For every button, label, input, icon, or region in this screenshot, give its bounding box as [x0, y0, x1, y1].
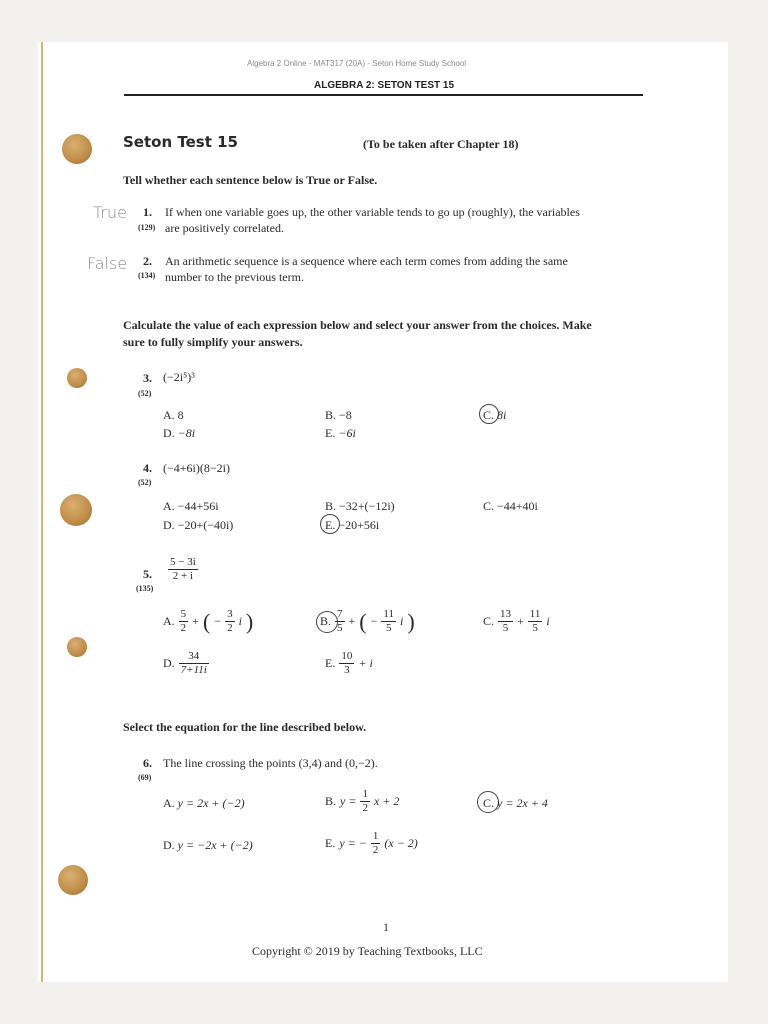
- copyright: Copyright © 2019 by Teaching Textbooks, LLC: [252, 944, 483, 958]
- q4-choice-b[interactable]: B. −32+(−12i): [325, 499, 395, 513]
- q1-ref: (129): [138, 223, 156, 232]
- section2-instruction-line2: sure to fully simplify your answers.: [123, 335, 303, 349]
- q3-choice-e[interactable]: E. −6i: [325, 426, 356, 440]
- q6-number: 6.: [143, 756, 152, 770]
- punch-hole-5: [58, 865, 88, 895]
- q2-answer: False: [87, 254, 128, 273]
- test-header-title: ALGEBRA 2: SETON TEST 15: [314, 80, 455, 91]
- q6-text: The line crossing the points (3,4) and (0,−2).: [163, 756, 378, 770]
- q3-expression: (−2i⁵)³: [163, 370, 195, 384]
- q5-choice-e[interactable]: E. $\frac{10}{3}$ + i: [325, 650, 373, 676]
- section3-instruction: Select the equation for the line described below.: [123, 720, 367, 734]
- q3-number: 3.: [143, 371, 152, 385]
- course-header: Algebra 2 Online - MAT317 (20A) - Seton Home Study School: [247, 59, 467, 68]
- q6-choice-c[interactable]: C. y = 2x + 4: [483, 796, 548, 810]
- q6-choice-d[interactable]: D. y = −2x + (−2): [163, 838, 253, 852]
- q5-number: 5.: [143, 567, 152, 581]
- q2-number: 2.: [143, 254, 152, 268]
- q4-ref: (52): [138, 478, 152, 487]
- page-number: 1: [383, 920, 389, 934]
- q5-ref: (135): [136, 584, 154, 593]
- q4-expression: (−4+6i)(8−2i): [163, 461, 230, 475]
- q1-text-line1: If when one variable goes up, the other variable tends to go up (roughly), the variables: [165, 205, 580, 219]
- punch-hole-2: [67, 368, 87, 388]
- header-rule: [124, 94, 643, 96]
- q5-choice-d[interactable]: D. $\frac{34}{7+11i}$: [163, 650, 207, 676]
- q3-choice-d[interactable]: D. −8i: [163, 426, 196, 440]
- q4-number: 4.: [143, 461, 152, 475]
- q6-choice-b[interactable]: B. y = $\frac{1}{2}$ x + 2: [325, 788, 400, 814]
- q3-choice-b[interactable]: B. −8: [325, 408, 352, 422]
- test-note: (To be taken after Chapter 18): [363, 137, 519, 151]
- q4-choice-c[interactable]: C. −44+40i: [483, 499, 538, 513]
- q5-choice-b[interactable]: B. $\frac{7}{5}$ + ( − $\frac{11}{5}$ i ): [320, 608, 415, 634]
- q3-choice-a[interactable]: A. 8: [163, 408, 184, 422]
- section1-instruction: Tell whether each sentence below is True or False.: [123, 173, 378, 187]
- q1-answer: True: [93, 203, 127, 222]
- q1-text-line2: are positively correlated.: [165, 221, 284, 235]
- punch-hole-3: [60, 494, 92, 526]
- q5-choice-c[interactable]: C. $\frac{13}{5}$ + $\frac{11}{5}$ i: [483, 608, 550, 634]
- margin-line: [41, 42, 43, 982]
- section2-instruction-line1: Calculate the value of each expression below and select your answer from the choices. Make: [123, 318, 592, 332]
- q6-ref: (69): [138, 773, 152, 782]
- q4-choice-d[interactable]: D. −20+(−40i): [163, 518, 234, 532]
- punch-hole-1: [62, 134, 92, 164]
- q6-choice-a[interactable]: A. y = 2x + (−2): [163, 796, 245, 810]
- test-title: Seton Test 15: [123, 133, 238, 151]
- q3-ref: (52): [138, 389, 152, 398]
- q6-choice-e[interactable]: E. y = − $\frac{1}{2}$ (x − 2): [325, 830, 418, 856]
- q2-text-line2: number to the previous term.: [165, 270, 304, 284]
- q5-choice-a[interactable]: A. $\frac{5}{2}$ + ( − $\frac{3}{2}$ i ): [163, 608, 254, 634]
- q5-expression: $\frac{5 - 3i}{2 + i}$: [170, 556, 196, 582]
- q2-ref: (134): [138, 271, 156, 280]
- q1-number: 1.: [143, 205, 152, 219]
- q3-choice-c[interactable]: C. 8i: [483, 408, 507, 422]
- q4-choice-e[interactable]: E. −20+56i: [325, 518, 380, 532]
- punch-hole-4: [67, 637, 87, 657]
- q4-choice-a[interactable]: A. −44+56i: [163, 499, 219, 513]
- q2-text-line1: An arithmetic sequence is a sequence where each term comes from adding the same: [165, 254, 568, 268]
